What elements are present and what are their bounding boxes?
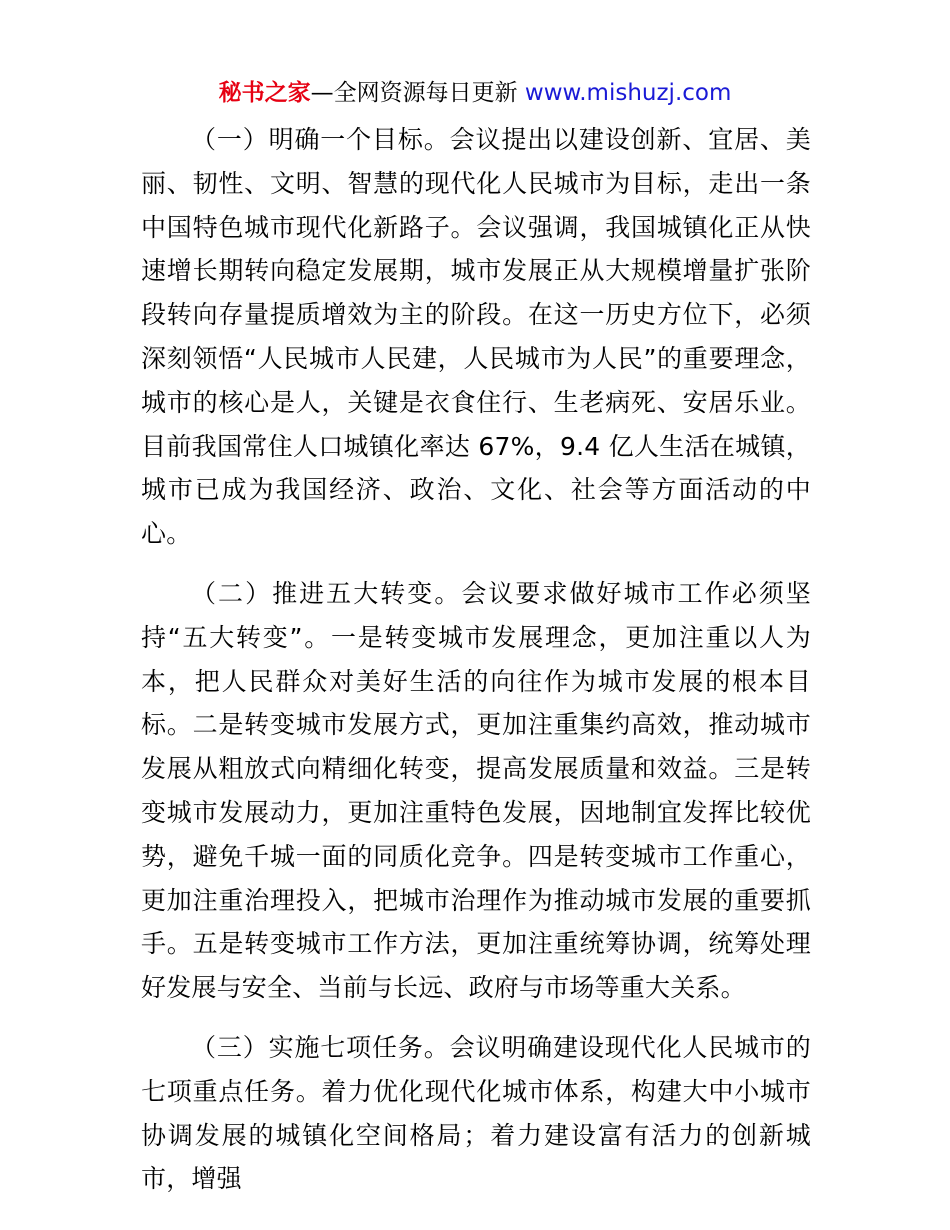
site-header bbox=[0, 78, 950, 108]
site-slogan: —全网资源每日更新 bbox=[310, 80, 518, 106]
document-body bbox=[141, 118, 811, 1217]
paragraph-goal: （一）明确一个目标。会议提出以建设创新、宜居、美丽、韧性、文明、智慧的现代化人民城市为目标，走出一条中国特色城市现代化新路子。会议强调，我国城镇化正从快速增长期转向稳定发展期，城市发展正从大规模增量扩张阶段转向存量提质增效为主的阶段。在这一历史方位下，必须深刻领悟“人民城市人民建，人民城市为人民”的重要理念，城市的核心是人，关键是衣食住行、生老病死、安居乐业。目前我国常住人口城镇化率达 67%，9.4 亿人生活在城镇，城市已成为我国经济、政治、文化、社会等方面活动的中心。 bbox=[141, 125, 811, 549]
paragraph-five-transformations: （二）推进五大转变。会议要求做好城市工作必须坚持“五大转变”。一是转变城市发展理念，更加注重以人为本，把人民群众对美好生活的向往作为城市发展的根本目标。二是转变城市发展方式，更加注重集约高效，推动城市发展从粗放式向精细化转变，提高发展质量和效益。三是转变城市发展动力，更加注重特色发展，因地制宜发挥比较优势，避免千城一面的同质化竞争。四是转变城市工作重心，更加注重治理投入，把城市治理作为推动城市发展的重要抓手。五是转变城市工作方法，更加注重统筹协调，统筹处理好发展与安全、当前与长远、政府与市场等重大关系。 bbox=[141, 578, 811, 1003]
paragraph-seven-tasks: （三）实施七项任务。会议明确建设现代化人民城市的七项重点任务。着力优化现代化城市体系，构建大中小城市协调发展的城镇化空间格局；着力建设富有活力的创新城市，增强 bbox=[141, 1032, 811, 1194]
site-url-link[interactable]: www.mishuzj.com bbox=[524, 80, 732, 106]
site-brand: 秘书之家 bbox=[218, 80, 311, 106]
